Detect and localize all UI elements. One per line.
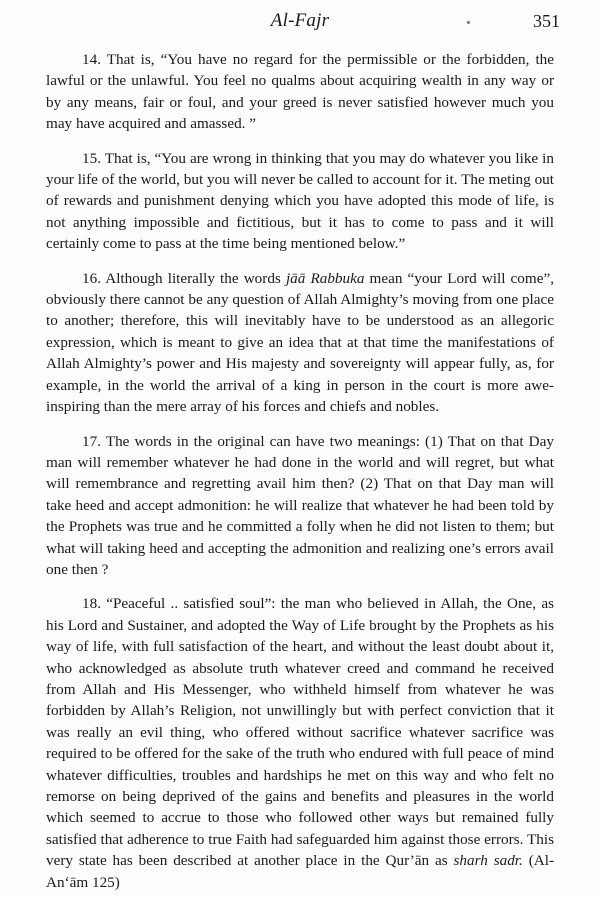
page-number: 351 — [533, 11, 560, 31]
note-15: 15. That is, “You are wrong in thinking that you may do whatever you like in your life of the world, but you will never be called to account for it. The meting out of rewards and punishment denying which you have adopted this mode of life, is not anything impossible and fictitious, but it has to come to pass and it will certainly come to pass at the time being mentioned below.” — [46, 149, 554, 253]
header-dot-mark — [467, 21, 470, 24]
note-18-text-before: 18. “Peaceful .. satisfied soul”: the man who believed in Allah, the One, as his Lord and Sustainer, and adopted the Way of Life brought by the Prophets as his way of life, with full satisfaction of the heart, and without the least doubt about it, who acknowledged as absolute truth whatever creed and command he received from Allah and His Messenger, who withheld himself from whatever he was forbidden by Allah’s Religion, not unwillingly but with perfect conviction that it was really an evil thing, who offered without sacrifice whatever sacrifice was required to be offered for the sake of the truth who endured with full peace of mind whatever difficulties, troubles and hardships he met on this way and who felt no remorse on being deprived of the gains and benefits and pleasures in the world which seemed to accrue to those who followed other ways but remained fully satisfied that adherence to true Faith had safeguarded him against those errors. This very state has been described at another place in the Qur’ān as — [46, 595, 554, 870]
note-18 — [46, 593, 554, 893]
notes-body — [46, 49, 554, 906]
note-16-text-after: mean “your Lord will come”, obviously there cannot be any question of Allah Almighty’s moving from one place to another; therefore, this will inevitably have to be understood as an allegoric expression, which is meant to give an idea that at that time the manifestations of Allah Almighty’s power and His majesty and sovereignty will appear fully, as, for example, in the world the arrival of a king in person in the court is more awe-inspiring than the mere array of his forces and chiefs and nobles. — [46, 269, 554, 416]
note-14: 14. That is, “You have no regard for the permissible or the forbidden, the lawful or the unlawful. You feel no qualms about acquiring wealth in any way or by any means, fair or foul, and your greed is never satisfied however much you may have acquired and amassed. ” — [46, 51, 554, 133]
running-title: Al-Fajr — [270, 10, 330, 31]
page-header — [0, 10, 600, 36]
note-18-arabic-term: sharh sadr. — [453, 852, 523, 870]
note-16-arabic-phrase: jāā Rabbuka — [285, 269, 365, 287]
note-18-text-after: (Al-An‘ām 125) — [46, 852, 555, 891]
note-16 — [46, 268, 554, 418]
note-17: 17. The words in the original can have two meanings: (1) That on that Day man will remember whatever he had done in the world and will regret, but what will remembrance and regretting avail him then? (2) That on that Day man will take heed and accept admonition: he will realize that whatever he had been told by the Prophets was true and he committed a folly when he did not listen to them; but what will taking heed and accepting the admonition and realizing one’s errors avail one then ? — [46, 432, 554, 578]
note-16-text-before: 16. Although literally the words — [82, 269, 286, 287]
